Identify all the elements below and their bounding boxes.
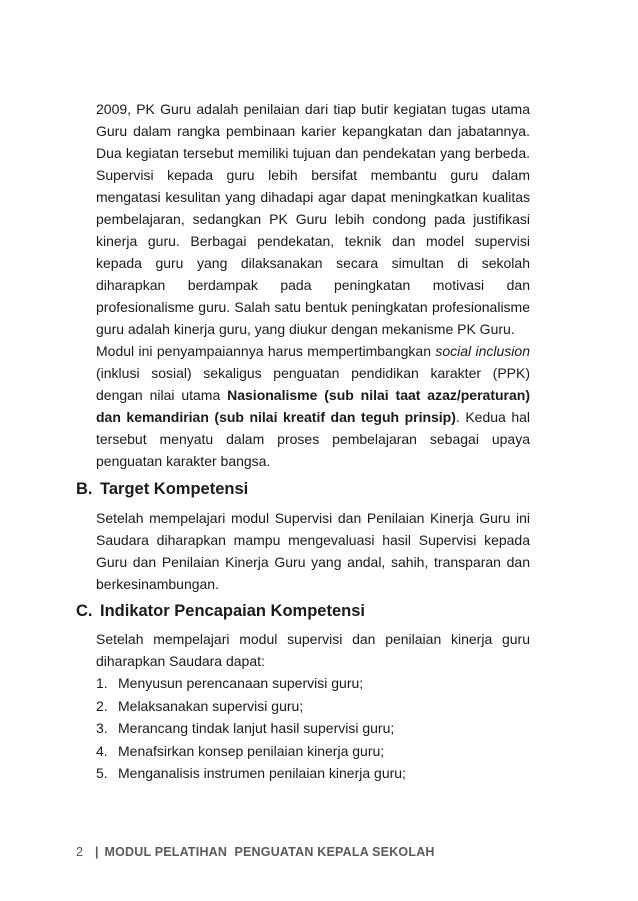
list-item	[96, 717, 530, 740]
page-number: 2	[76, 845, 83, 859]
footer-separator: |	[94, 845, 99, 859]
module-approach-paragraph	[96, 340, 530, 472]
paragraph-text: (inklusi sosial) sekaligus penguatan pendidikan karakter (PPK) dengan nilai utama	[96, 365, 530, 403]
section-c-title: Indikator Pencapaian Kompetensi	[100, 602, 365, 620]
section-b-letter: B.	[76, 480, 93, 498]
section-c-letter: C.	[76, 602, 93, 620]
paragraph-bold-text: Nasionalisme (sub nilai taat azaz/peraturan) dan kemandirian (sub nilai kreatif dan teguh prinsip)	[96, 387, 530, 425]
list-item-number: 5.	[96, 765, 108, 781]
list-item-text: Melaksanakan supervisi guru;	[118, 697, 304, 714]
section-b-heading	[76, 480, 248, 499]
paragraph-text: Modul ini penyampaiannya harus mempertimbangkan	[96, 343, 436, 359]
list-item-number: 2.	[96, 697, 108, 714]
intro-paragraph: 2009, PK Guru adalah penilaian dari tiap butir kegiatan tugas utama Guru dalam rangka pembinaan karier kepangkatan dan jabatannya. Dua kegiatan tersebut memiliki tujuan dan pendekatan yang berbeda. Supervisi kepada guru lebih bersifat membantu guru dalam mengatasi kesulitan yang dihadapi agar dapat meningkatkan kualitas pembelajaran, sedangkan PK Guru lebih condong pada justifikasi kinerja guru. Berbagai pendekatan, teknik dan model supervisi kepada guru yang dilaksanakan secara simultan di sekolah diharapkan berdampak pada peningkatan motivasi dan profesionalisme guru. Salah satu bentuk peningkatan profesionalisme guru adalah kinerja guru, yang diukur dengan mekanisme PK Guru.	[96, 101, 530, 337]
list-item-number: 4.	[96, 742, 108, 759]
list-item-text: Menyusun perencanaan supervisi guru;	[118, 675, 364, 691]
list-item-number: 3.	[96, 720, 108, 736]
section-c-heading	[76, 602, 365, 621]
footer-title: MODUL PELATIHAN PENGUATAN KEPALA SEKOLAH	[104, 845, 435, 859]
paragraph-italic-text: social inclusion	[435, 343, 530, 359]
section-b-title: Target Kompetensi	[100, 480, 249, 498]
list-item	[96, 740, 530, 763]
section-b-body: Setelah mempelajari modul Supervisi dan Penilaian Kinerja Guru ini Saudara diharapkan mampu mengevaluasi hasil Supervisi kepada Guru dan Penilaian Kinerja Guru yang andal, sahih, transparan dan berkesinambungan.	[96, 510, 530, 592]
paragraph-text: . Kedua hal tersebut menyatu dalam proses pembelajaran sebagai upaya penguatan karakter bangsa.	[96, 409, 530, 469]
section-c-intro: Setelah mempelajari modul supervisi dan penilaian kinerja guru diharapkan Saudara dapat:	[96, 631, 530, 669]
list-item	[96, 695, 530, 718]
list-item	[96, 762, 530, 785]
page-footer	[76, 845, 435, 859]
list-item	[96, 672, 530, 695]
list-item-number: 1.	[96, 675, 108, 691]
list-item-text: Merancang tindak lanjut hasil supervisi guru;	[118, 720, 395, 736]
list-item-text: Menganalisis instrumen penilaian kinerja guru;	[118, 765, 406, 781]
competency-indicator-list	[96, 672, 530, 785]
list-item-text: Menafsirkan konsep penilaian kinerja guru;	[118, 742, 385, 759]
